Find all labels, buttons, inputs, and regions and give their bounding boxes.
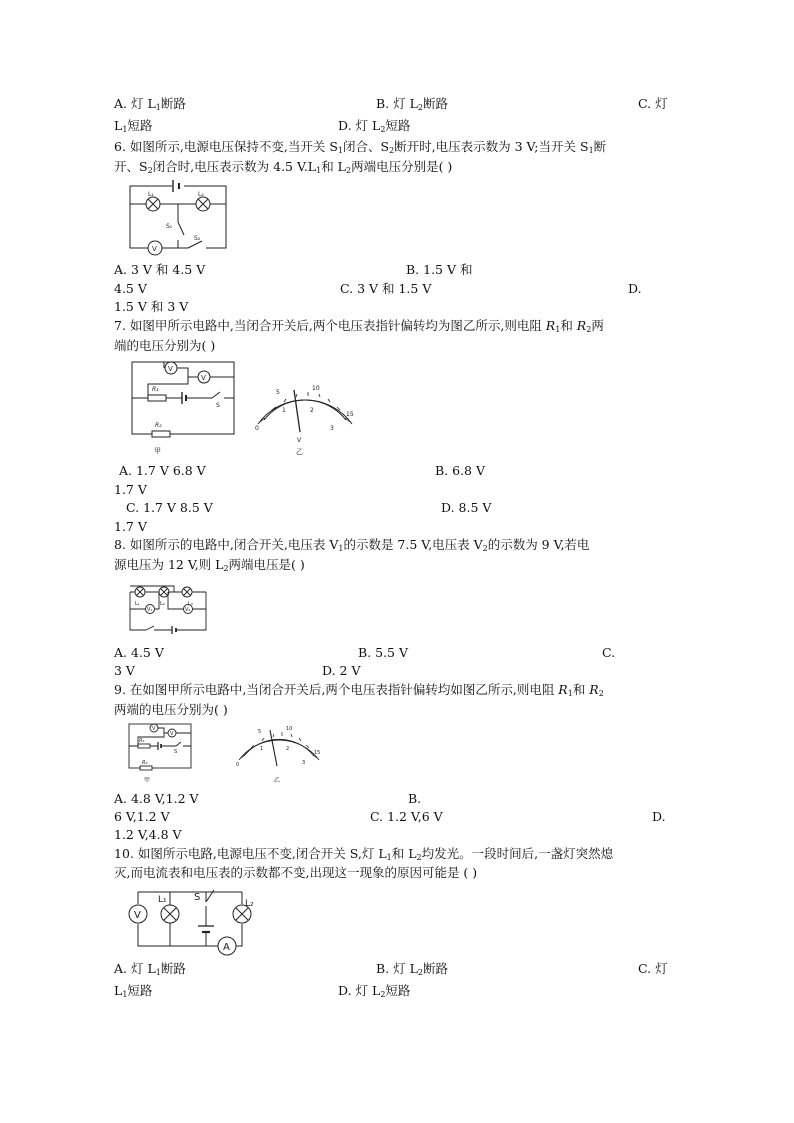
q7-dial-tick-10: 10	[312, 385, 320, 392]
q9-fig-v2: V	[170, 731, 174, 737]
q9-stem-line1: 9. 在如图甲所示电路中,当闭合开关后,两个电压表指针偏转均如图乙所示,则电阻 $R_1$和 $R_2$	[114, 682, 604, 698]
q9-option-c: C. 1.2 V,6 V	[370, 809, 443, 824]
q5-option-a: A. 灯 $L_1$断路	[114, 96, 186, 112]
q8-option-d: D. 2 V	[322, 663, 361, 678]
q6-option-b: B. 1.5 V 和	[406, 262, 473, 277]
q10-fig-voltmeter: V	[134, 910, 141, 921]
q5-option-b: B. 灯 $L_2$断路	[376, 96, 449, 112]
q9-option-d: D.	[652, 809, 666, 824]
q7-option-d-cont: 1.7 V	[114, 519, 147, 534]
q6-fig-label-s2: S₂	[194, 235, 201, 242]
q7-dial-tick-15: 15	[346, 411, 354, 418]
q9-voltmeter-dial-yi	[234, 724, 326, 786]
q8-option-b: B. 5.5 V	[358, 645, 409, 660]
q9-fig-yi: 乙	[274, 777, 281, 784]
q10-fig-s: S	[194, 892, 201, 903]
q9-dial-tick-0: 0	[236, 762, 240, 768]
q7-option-b: B. 6.8 V	[435, 463, 486, 478]
q10-fig-l1: L₁	[158, 895, 167, 905]
q9-fig-v1: V	[152, 726, 156, 732]
q7-fig-v2: V	[201, 374, 206, 382]
q8-circuit-diagram	[126, 582, 210, 636]
q6-stem-line2: 开、$S_2$闭合时,电压表示数为 4.5 $V.L_1$和 $L_2$两端电压分别是( )	[114, 159, 453, 175]
q6-fig-label-l2: L₂	[198, 191, 204, 198]
q8-option-c-cont: 3 V	[114, 663, 135, 678]
q9-dial-tick-15: 15	[314, 750, 321, 756]
q6-stem-line1: 6. 如图所示,电源电压保持不变,当开关 $S_1$闭合、$S_2$断开时,电压表示数为 3 V;当开关 $S_1$断	[114, 139, 607, 155]
q8-option-a: A. 4.5 V	[114, 645, 164, 660]
q6-fig-voltmeter: V	[152, 245, 157, 253]
q10-stem-line2: 灭,而电流表和电压表的示数都不变,出现这一现象的原因可能是 ( )	[114, 865, 478, 880]
q8-fig-l1: L₁	[135, 601, 140, 607]
q10-option-c-cont: $L_1$短路	[114, 983, 153, 999]
q8-fig-v1: V₁	[147, 607, 153, 613]
q8-fig-v2: V₂	[185, 607, 191, 613]
q7-dial-bottom-3: 3	[330, 425, 334, 432]
q10-fig-l2: L₂	[245, 899, 254, 909]
q7-option-d: D. 8.5 V	[441, 500, 492, 515]
q6-fig-label-l1: L₁	[148, 191, 154, 198]
q9-fig-r1: R₁	[139, 738, 145, 744]
q5-option-c-cont: $L_1$短路	[114, 118, 153, 134]
q7-fig-r1: R₁	[152, 386, 159, 393]
q5-option-d: D. 灯 $L_2$短路	[338, 118, 411, 134]
q8-stem-line2: 源电压为 12 V,则 $L_2$两端电压是( )	[114, 557, 305, 573]
q9-dial-bottom-1: 1	[260, 746, 264, 752]
q9-circuit-diagram-jia	[126, 722, 196, 784]
q9-dial-tick-5: 5	[258, 729, 262, 735]
q7-option-b-cont: 1.7 V	[114, 482, 147, 497]
q7-fig-v1: V	[168, 365, 173, 373]
q7-fig-s: S	[216, 402, 220, 409]
q9-stem-line2: 两端的电压分别为( )	[114, 702, 228, 717]
q6-option-a: A. 3 V 和 4.5 V	[114, 262, 206, 277]
q7-voltmeter-dial-yi	[252, 384, 360, 456]
q9-option-d-cont: 1.2 V,4.8 V	[114, 827, 182, 842]
q8-stem-line1: 8. 如图所示的电路中,闭合开关,电压表 $V_1$的示数是 7.5 V,电压表 $V_2$的示数为 9 V,若电	[114, 537, 590, 553]
q7-dial-bottom-2: 2	[310, 407, 314, 414]
q7-dial-bottom-1: 1	[282, 407, 286, 414]
q7-stem-line2: 端的电压分别为( )	[114, 338, 216, 353]
q8-fig-l2: L₂	[160, 601, 165, 607]
q9-fig-s: S	[174, 749, 178, 755]
q6-option-c: C. 3 V 和 1.5 V	[340, 281, 432, 296]
q9-option-a: A. 4.8 V,1.2 V	[114, 791, 199, 806]
q7-stem-line1: 7. 如图甲所示电路中,当闭合开关后,两个电压表指针偏转均为图乙所示,则电阻 $R_1$和 $R_2$两	[114, 318, 604, 334]
q10-option-b: B. 灯 $L_2$断路	[376, 961, 449, 977]
q10-option-c: C. 灯	[638, 961, 668, 976]
q9-dial-tick-10: 10	[286, 726, 293, 732]
q10-fig-ammeter: A	[223, 942, 230, 953]
q8-option-c: C.	[602, 645, 616, 660]
q6-option-d: D.	[628, 281, 642, 296]
q9-fig-jia: 甲	[144, 777, 151, 784]
q9-dial-bottom-3: 3	[302, 760, 306, 766]
q7-circuit-diagram-jia	[128, 360, 238, 456]
q7-dial-tick-5: 5	[276, 389, 280, 396]
q10-stem-line1: 10. 如图所示电路,电源电压不变,闭合开关 S,灯 $L_1$和 $L_2$均发光。一段时间后,一盏灯突然熄	[114, 846, 614, 862]
q5-option-c: C. 灯	[638, 96, 668, 111]
q7-option-a: A. 1.7 V 6.8 V	[119, 463, 206, 478]
q7-fig-yi: 乙	[296, 448, 303, 456]
q6-fig-label-s1: S₁	[166, 223, 173, 230]
q7-fig-r2: R₂	[155, 422, 162, 429]
q10-option-d: D. 灯 $L_2$短路	[338, 983, 411, 999]
q9-dial-bottom-2: 2	[286, 746, 290, 752]
q6-option-b-cont: 4.5 V	[114, 281, 147, 296]
q8-fig-l3: L₃	[188, 601, 193, 607]
q10-circuit-diagram	[128, 884, 260, 960]
q6-option-d-cont: 1.5 V 和 3 V	[114, 299, 189, 314]
q6-circuit-diagram	[126, 178, 236, 253]
q9-option-b-cont: 6 V,1.2 V	[114, 809, 170, 824]
q9-option-b: B.	[408, 791, 422, 806]
q9-fig-r2: R₂	[142, 760, 148, 766]
q7-fig-jia: 甲	[154, 447, 161, 455]
q7-dial-tick-0: 0	[255, 425, 259, 432]
q10-option-a: A. 灯 $L_1$断路	[114, 961, 186, 977]
q7-option-c: C. 1.7 V 8.5 V	[126, 500, 213, 515]
q7-dial-unit: V	[297, 437, 302, 444]
